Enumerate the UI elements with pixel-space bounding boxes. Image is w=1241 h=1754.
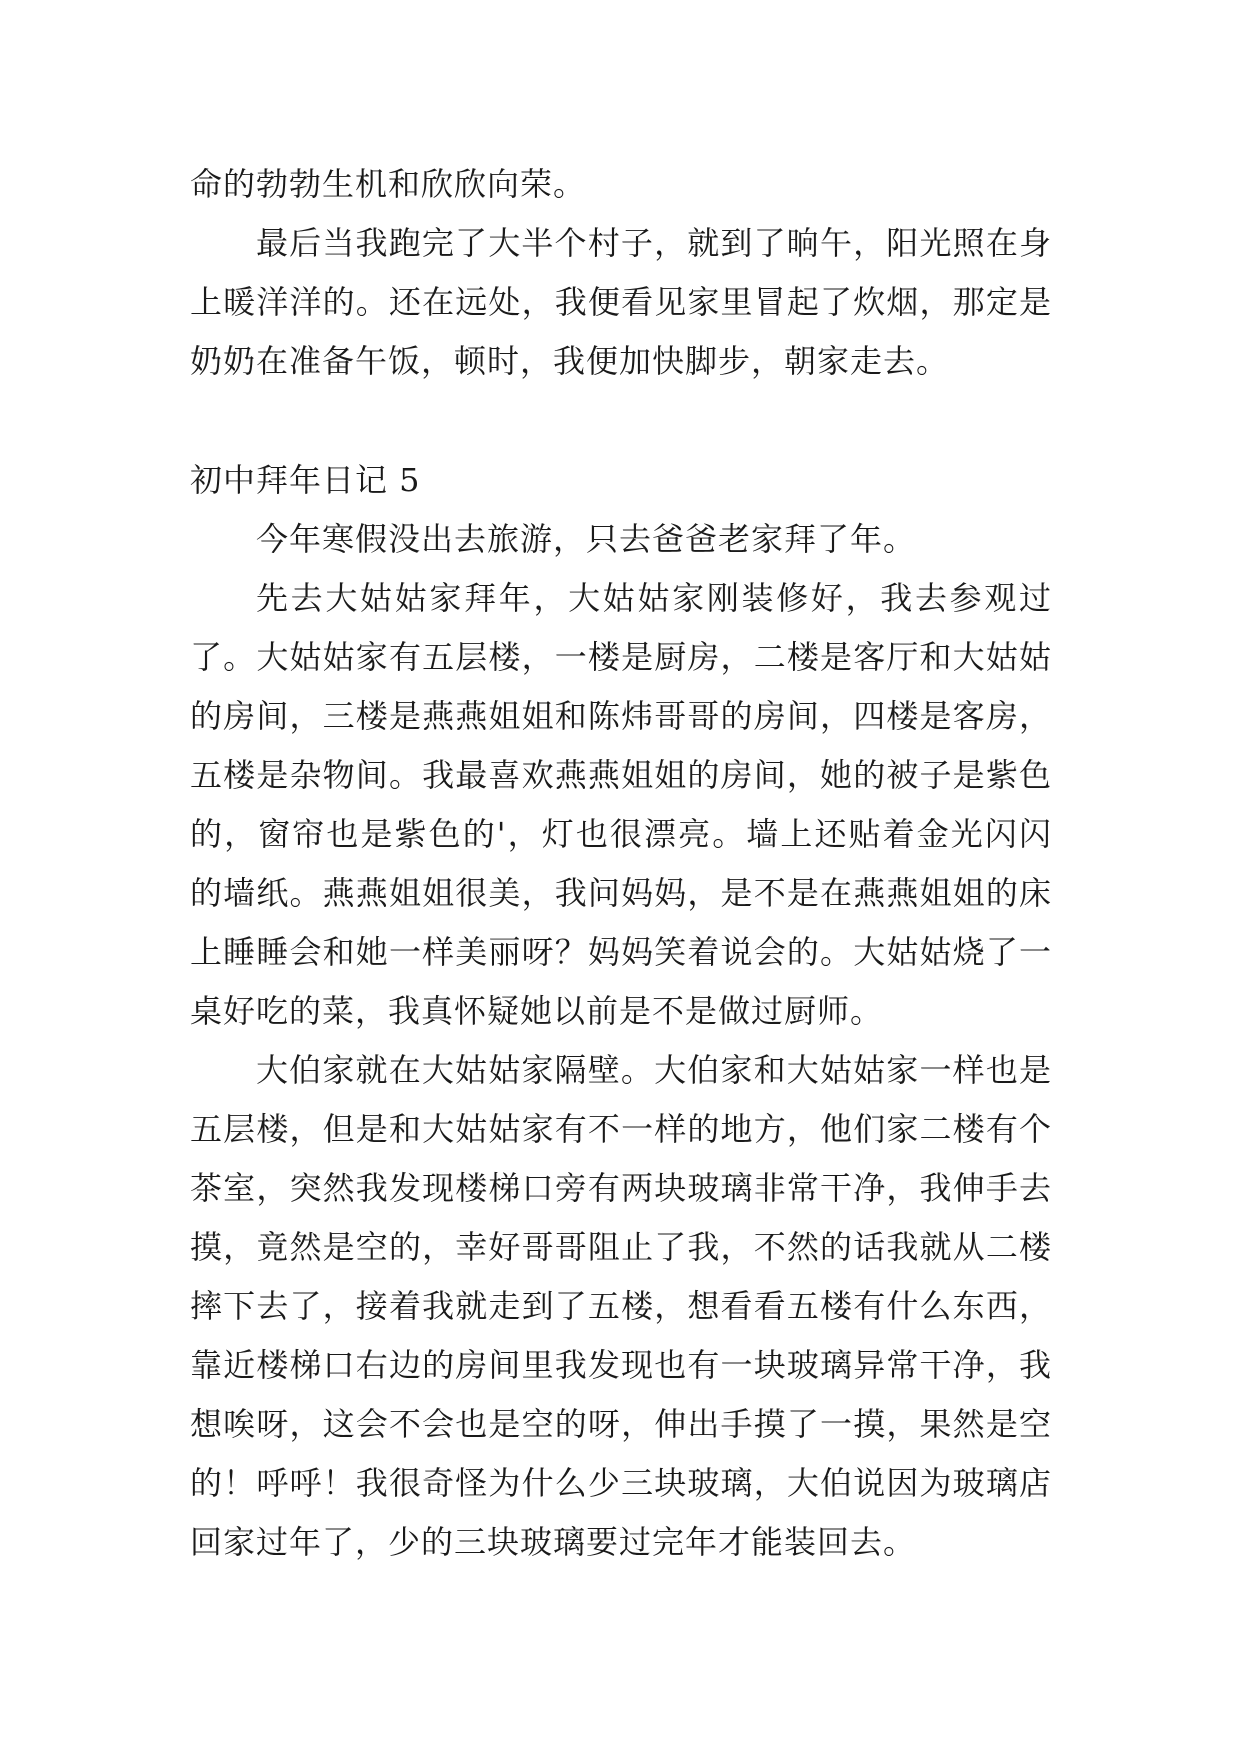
document-body xyxy=(190,155,1052,1572)
paragraph-aunt-house: 先去大姑姑家拜年，大姑姑家刚装修好，我去参观过了。大姑姑家有五层楼，一楼是厨房，二楼是客厅和大姑姑的房间，三楼是燕燕姐姐和陈炜哥哥的房间，四楼是客房，五楼是杂物间。我最喜欢燕燕姐姐的房间，她的被子是紫色的，窗帘也是紫色的'，灯也很漂亮。墙上还贴着金光闪闪的墙纸。燕燕姐姐很美，我问妈妈，是不是在燕燕姐姐的床上睡睡会和她一样美丽呀？妈妈笑着说会的。大姑姑烧了一桌好吃的菜，我真怀疑她以前是不是做过厨师。 xyxy=(190,579,1052,1030)
paragraph-noon-return: 最后当我跑完了大半个村子，就到了晌午，阳光照在身上暖洋洋的。还在远处，我便看见家里冒起了炊烟，那定是奶奶在准备午饭，顿时，我便加快脚步，朝家走去。 xyxy=(190,224,1052,380)
paragraph-winter-vacation: 今年寒假没出去旅游，只去爸爸老家拜了年。 xyxy=(256,520,917,558)
section-title: 初中拜年日记 5 xyxy=(190,461,421,499)
paragraph-uncle-house: 大伯家就在大姑姑家隔壁。大伯家和大姑姑家一样也是五层楼，但是和大姑姑家有不一样的地方，他们家二楼有个茶室，突然我发现楼梯口旁有两块玻璃非常干净，我伸手去摸，竟然是空的，幸好哥哥阻止了我，不然的话我就从二楼摔下去了，接着我就走到了五楼，想看看五楼有什么东西，靠近楼梯口右边的房间里我发现也有一块玻璃异常干净，我想唉呀，这会不会也是空的呀，伸出手摸了一摸，果然是空的！呼呼！我很奇怪为什么少三块玻璃，大伯说因为玻璃店回家过年了，少的三块玻璃要过完年才能装回去。 xyxy=(190,1051,1052,1561)
section-spacer xyxy=(190,391,1052,451)
paragraph-continuation: 命的勃勃生机和欣欣向荣。 xyxy=(190,165,587,203)
